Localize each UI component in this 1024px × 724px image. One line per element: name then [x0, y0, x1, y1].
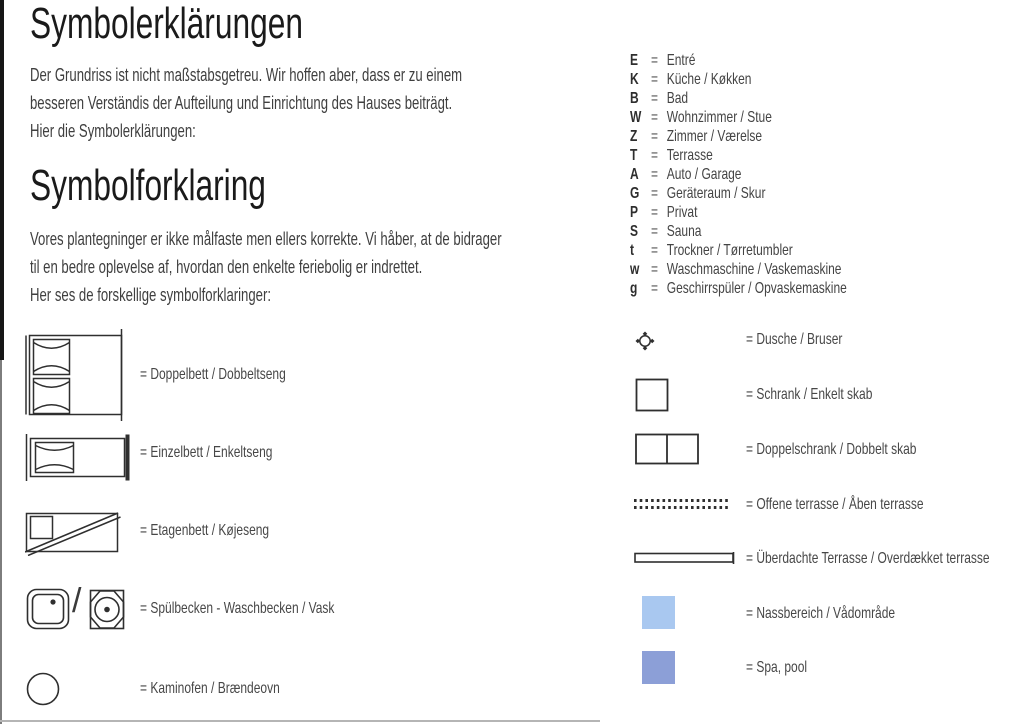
equals-sign: = [651, 261, 659, 278]
abbreviation-row [630, 146, 847, 165]
double-cabinet-icon [635, 433, 699, 465]
equals-sign: = [651, 223, 659, 240]
equals-sign: = [651, 128, 659, 145]
abbreviation-letter: t [630, 242, 634, 259]
legend-label-shower: = Dusche / Bruser [746, 331, 843, 348]
abbreviation-list [630, 51, 847, 298]
wood-stove-icon [26, 672, 60, 706]
legend-label-wet-area: = Nassbereich / Vådområde [746, 605, 896, 622]
covered-terrace-icon [634, 552, 736, 564]
abbreviation-row [630, 222, 847, 241]
abbreviation-row [630, 260, 847, 279]
abbreviation-letter: w [630, 261, 640, 278]
abbreviation-row [630, 165, 847, 184]
equals-sign: = [651, 185, 659, 202]
legend-label-bunk-bed: = Etagenbett / Køjeseng [140, 522, 270, 539]
abbreviation-label: Auto / Garage [666, 166, 742, 183]
intro-danish-line: til en bedre oplevelse af, hvordan den enkelte feriebolig er indrettet. [30, 257, 423, 277]
abbreviation-row [630, 89, 847, 108]
abbreviation-label: Küche / Køkken [666, 71, 752, 88]
double-bed-icon [25, 329, 125, 421]
abbreviation-letter: S [630, 223, 639, 240]
single-cabinet-icon [635, 378, 669, 412]
abbreviation-letter: Z [630, 128, 638, 145]
intro-paragraph-german [30, 61, 462, 145]
abbreviation-label: Sauna [666, 223, 702, 240]
page-title-german: Symbolerklärungen [30, 0, 303, 48]
abbreviation-letter: T [630, 147, 638, 164]
equals-sign: = [651, 109, 659, 126]
equals-sign: = [651, 147, 659, 164]
page-left-edge [0, 0, 4, 360]
legend-label-single-bed: = Einzelbett / Enkeltseng [140, 444, 273, 461]
abbreviation-row [630, 241, 847, 260]
single-bed-icon [25, 434, 131, 481]
open-terrace-icon [633, 497, 731, 511]
intro-german-line: besseren Verständis der Aufteilung und Einrichtung des Hauses beiträgt. [30, 93, 453, 113]
slash-separator: / [72, 582, 82, 620]
abbreviation-letter: G [630, 185, 640, 202]
legend-label-stove: = Kaminofen / Brændeovn [140, 680, 280, 697]
equals-sign: = [651, 52, 659, 69]
abbreviation-letter: W [630, 109, 642, 126]
equals-sign: = [651, 242, 659, 259]
legend-label-double-bed: = Doppelbett / Dobbeltseng [140, 366, 286, 383]
abbreviation-row [630, 127, 847, 146]
abbreviation-row [630, 108, 847, 127]
equals-sign: = [651, 166, 659, 183]
abbreviation-letter: A [630, 166, 639, 183]
page-bottom-edge [0, 720, 600, 722]
intro-danish-line: Vores plantegninger er ikke målfaste men ellers korrekte. Vi håber, at de bidrager [30, 229, 502, 249]
sink-icon [26, 588, 70, 630]
abbreviation-label: Terrasse [666, 147, 713, 164]
abbreviation-letter: K [630, 71, 639, 88]
abbreviation-letter: P [630, 204, 639, 221]
washbasin-icon [89, 589, 125, 630]
legend-label-open-terrace: = Offene terrasse / Åben terrasse [746, 496, 924, 513]
intro-german-line: Der Grundriss ist nicht maßstabsgetreu. Wir hoffen aber, dass er zu einem [30, 65, 463, 85]
bunk-bed-icon [25, 510, 121, 556]
equals-sign: = [651, 90, 659, 107]
shower-icon [635, 331, 655, 351]
wet-area-icon [642, 596, 675, 629]
abbreviation-label: Geräteraum / Skur [666, 185, 766, 202]
equals-sign: = [651, 280, 659, 297]
abbreviation-letter: E [630, 52, 639, 69]
equals-sign: = [651, 71, 659, 88]
abbreviation-row [630, 70, 847, 89]
abbreviation-label: Entré [666, 52, 696, 69]
equals-sign: = [651, 204, 659, 221]
abbreviation-letter: g [630, 280, 638, 297]
abbreviation-label: Zimmer / Værelse [666, 128, 763, 145]
abbreviation-label: Wohnzimmer / Stue [666, 109, 772, 126]
abbreviation-letter: B [630, 90, 639, 107]
abbreviation-label: Waschmaschine / Vaskemaskine [666, 261, 842, 278]
legend-label-single-cabinet: = Schrank / Enkelt skab [746, 386, 873, 403]
abbreviation-label: Trockner / Tørretumbler [666, 242, 793, 259]
legend-label-covered-terrace: = Überdachte Terrasse / Overdækket terrasse [746, 550, 990, 567]
abbreviation-label: Bad [666, 90, 689, 107]
abbreviation-row [630, 51, 847, 70]
legend-label-spa-pool: = Spa, pool [746, 659, 808, 676]
legend-label-double-cabinet: = Doppelschrank / Dobbelt skab [746, 441, 917, 458]
abbreviation-row [630, 184, 847, 203]
abbreviation-row [630, 203, 847, 222]
abbreviation-row [630, 279, 847, 298]
page-title-danish: Symbolforklaring [30, 161, 266, 210]
spa-pool-icon [642, 651, 675, 684]
page-left-edge-lower [0, 360, 2, 724]
intro-danish-line: Her ses de forskellige symbolforklaringer: [30, 285, 272, 305]
abbreviation-label: Geschirrspüler / Opvaskemaskine [666, 280, 847, 297]
intro-german-line: Hier die Symbolerklärungen: [30, 121, 196, 141]
legend-label-sink: = Spülbecken - Waschbecken / Vask [140, 600, 335, 617]
intro-paragraph-danish [30, 225, 502, 309]
abbreviation-label: Privat [666, 204, 698, 221]
